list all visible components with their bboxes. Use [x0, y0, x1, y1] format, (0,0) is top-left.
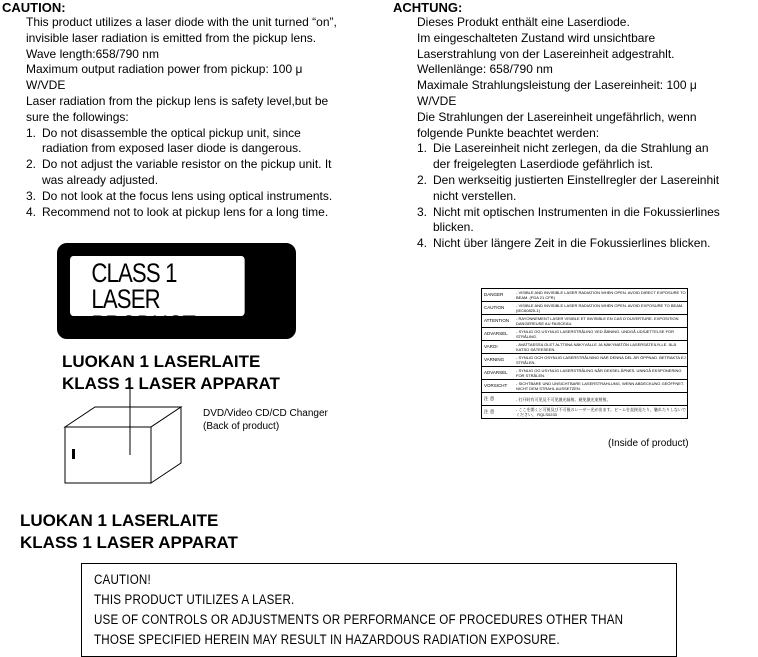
intro-line: Laserstrahlung von der Lasereinheit adgestrahlt. — [417, 46, 675, 61]
swedish-label: KLASS 1 LASER APPARAT — [62, 374, 280, 393]
list-text: Do not disassemble the optical pickup unit, since — [42, 125, 301, 140]
intro-line: sure the followings: — [26, 109, 129, 124]
intro-line: Dieses Produkt enthält eine Laserdiode. — [417, 15, 630, 29]
list-text: was already adjusted. — [42, 172, 159, 187]
finnish-label: LUOKAN 1 LASERLAITE — [20, 511, 219, 530]
list-item — [417, 236, 755, 252]
inside-caption: (Inside of product) — [608, 438, 689, 449]
label-row: 注 意 - ここを開くと可視及び不可視のレーザー光が出ます。ビームを直接見たり、触れたりしないでください。 RQLS0233 — [484, 407, 686, 417]
laser-product-line: LASER PRODUCT — [91, 284, 196, 340]
label-row: 注 意 - 打开时有可见及不可见激光辐射。避免激光束照射。 — [482, 393, 687, 406]
list-item — [26, 126, 372, 158]
caution-box-line: USE OF CONTROLS OR ADJUSTMENTS OR PERFORMANCE OF PROCEDURES OTHER THAN — [94, 612, 624, 627]
caution-list — [2, 126, 372, 221]
intro-line: W/VDE — [417, 93, 457, 108]
intro-line: W/VDE — [26, 78, 66, 93]
intro-line: Laser radiation from the pickup lens is safety level,but be — [26, 93, 329, 108]
label-row: VARNING - SYNLIG OCH OSYNLIG LASERSTRÅLNING NÄR DENNA DEL ÄR ÖPPNAD. BETRAKTA EJ STRÅLEN. — [484, 355, 686, 365]
intro-line: Wave length:658/790 nm — [26, 46, 159, 61]
achtung-heading: ACHTUNG: — [393, 0, 463, 15]
list-number: 3. — [417, 204, 428, 219]
label-row: ADVARSEL - SYNLIG OG USYNLIG LASERSTRÅLING VED ÅBNING. UNDGÅ UDSÆTTELSE FOR STRÅLING. — [482, 328, 687, 341]
list-number: 1. — [417, 141, 428, 156]
label-row: VORSICHT - SICHTBARE UND UNSICHTBARE LASERSTRAHLUNG, WENN ABDECKUNG GEÖFFNET. NICHT DEM STRAHL AUSSETZEN. — [482, 380, 687, 393]
list-text: Do not adjust the variable resistor on the pickup unit. It — [42, 157, 332, 172]
intro-line: folgende Punkte beachtet werden: — [417, 125, 600, 140]
class1-laser-label — [57, 243, 296, 339]
intro-line: invisible laser radiation is emitted from the pickup lens. — [26, 30, 317, 45]
list-text: nicht verstellen. — [433, 188, 517, 203]
list-text: der freigelegten Laserdiode gefährlich ist. — [433, 157, 654, 172]
list-item — [26, 205, 372, 221]
list-text: Recommend not to look at pickup lens for a long time. — [42, 204, 329, 219]
device-back — [65, 427, 151, 483]
caution-box-line: THIS PRODUCT UTILIZES A LASER. — [94, 592, 295, 607]
class1-label-inner — [70, 256, 245, 340]
intro-line: Die Strahlungen der Lasereinheit ungefährlich, wenn — [417, 109, 697, 124]
product-caption-line: DVD/Video CD/CD Changer — [203, 408, 328, 419]
achtung-list — [393, 141, 755, 252]
product-back-illustration — [55, 385, 195, 495]
intro-line: This product utilizes a laser diode with the unit turned “on”, — [26, 15, 337, 29]
list-text: Nicht mit optischen Instrumenten in die Fokussierlines — [433, 204, 720, 219]
achtung-intro — [393, 15, 755, 141]
list-number: 4. — [417, 236, 428, 251]
class1-line: CLASS 1 — [91, 258, 177, 288]
list-text: radiation from exposed laser diode is dangerous. — [42, 141, 302, 156]
label-row: VARO! - AVATTAESSA OLET ALTTIINA NÄKYVÄLLE JA NÄKYMÄTÖN LASERSÄTEILYLLE. ÄLÄ KATSO SÄTEESEEN. — [482, 341, 687, 354]
intro-line: Im eingeschalteten Zustand wird unsichtbare — [417, 30, 656, 45]
inside-warning-label — [481, 288, 688, 419]
intro-line: Maximum output radiation power from pickup: 100 μ — [26, 62, 303, 77]
caution-box-line: CAUTION! — [94, 572, 151, 587]
caution-section-de — [393, 0, 755, 252]
list-text: Do not look at the focus lens using optical instruments. — [42, 188, 333, 203]
product-caption-line: (Back of product) — [203, 421, 280, 432]
label-row: DANGER - VISIBLE AND INVISIBLE LASER RADIATION WHEN OPEN. AVOID DIRECT EXPOSURE TO BEAM. (FDA 21 CFR) — [484, 290, 686, 300]
list-item — [417, 173, 755, 205]
list-item — [26, 157, 372, 189]
product-caption — [203, 407, 328, 433]
caution-heading: CAUTION: — [2, 0, 66, 15]
nordic-laser-label-2 — [20, 510, 238, 554]
intro-line: Maximale Strahlungsleistung der Lasereinheit: 100 μ — [417, 78, 697, 93]
caution-intro — [2, 15, 372, 126]
label-row: ATTENTION - RAYONNEMENT LASER VISIBLE ET INVISIBLE EN CAS D'OUVERTURE. EXPOSITION DANGEREUSE AU FAISCEAU. — [482, 315, 687, 328]
caution-box-line: THOSE SPECIFIED HEREIN MAY RESULT IN HAZARDOUS RADIATION EXPOSURE. — [94, 632, 560, 647]
list-number: 2. — [26, 157, 37, 172]
list-text: Nicht über längere Zeit in die Fokussierlines blicken. — [433, 236, 711, 251]
device-connector — [72, 449, 75, 459]
swedish-label: KLASS 1 LASER APPARAT — [20, 533, 238, 552]
list-number: 2. — [417, 172, 428, 187]
intro-line: Wellenlänge: 658/790 nm — [417, 62, 553, 77]
list-text: blicken. — [433, 220, 474, 235]
label-row: ADVARSEL - SYNLIG OG USYNLIG LASERSTRÅLING NÅR DEKSEL ÅPNES. UNNGÅ EKSPONERING FOR STRÅLEN. — [482, 367, 687, 380]
list-number: 4. — [26, 204, 37, 219]
list-number: 3. — [26, 188, 37, 203]
caution-section-en — [2, 0, 372, 220]
list-text: Den werkseitig justierten Einstellregler der Lasereinhit — [433, 172, 720, 187]
list-item — [417, 141, 755, 173]
finnish-label: LUOKAN 1 LASERLAITE — [62, 352, 261, 371]
list-text: Die Lasereinheit nicht zerlegen, da die Strahlung an — [433, 141, 709, 156]
laser-caution-box — [81, 563, 677, 657]
list-item — [26, 189, 372, 205]
list-number: 1. — [26, 125, 37, 140]
list-item — [417, 205, 755, 237]
label-row: CAUTION - VISIBLE AND INVISIBLE LASER RADIATION WHEN OPEN. AVOID EXPOSURE TO BEAM. (IEC60825-1) — [482, 302, 687, 315]
